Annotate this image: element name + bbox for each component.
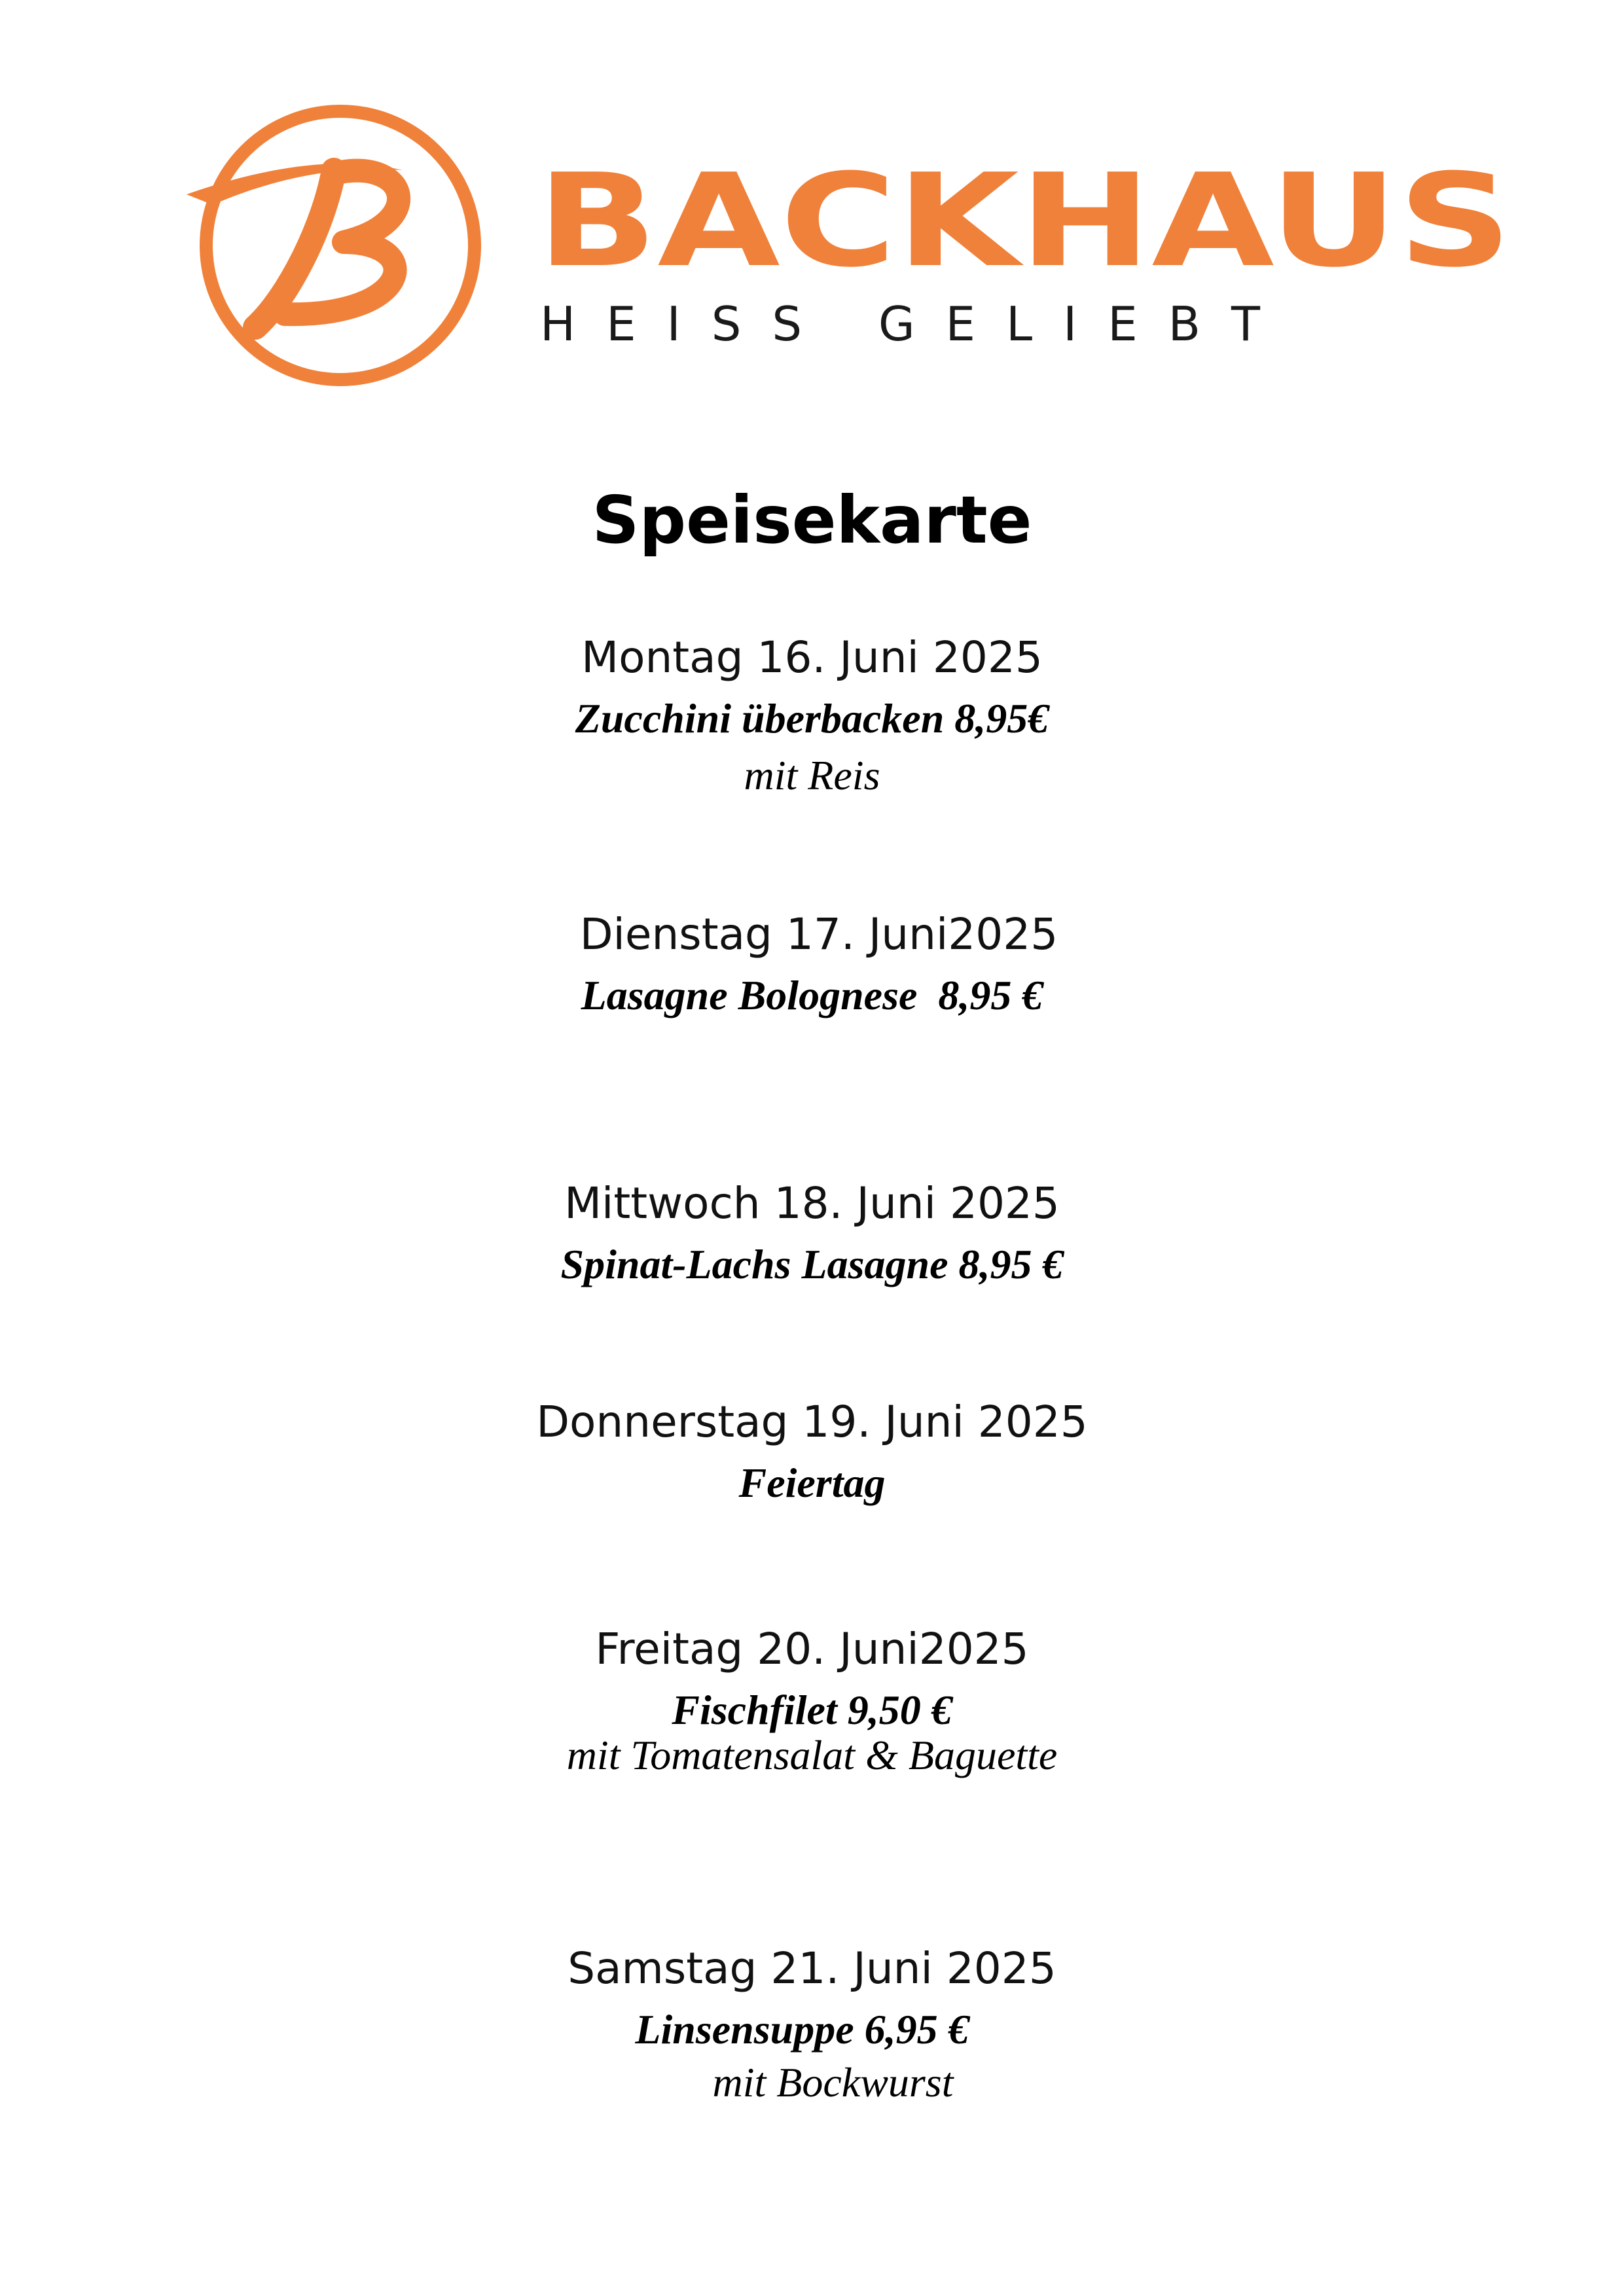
day-date: Donnerstag 19. Juni 2025 [536, 1397, 1088, 1447]
day-dish: Linsensuppe 6,95 € [635, 2006, 969, 2053]
day-entry-saturday [0, 1939, 1624, 2108]
logo-monogram-icon [187, 111, 475, 380]
day-date: Mittwoch 18. Juni 2025 [564, 1178, 1060, 1229]
day-dish: Spinat-Lachs Lasagne 8,95 € [560, 1241, 1064, 1287]
day-dish: Fischfilet 9,50 € [672, 1687, 952, 1733]
day-entry-monday [0, 628, 1624, 801]
backhaus-logo [183, 101, 1519, 389]
page-title: Speisekarte [592, 482, 1032, 558]
day-date: Samstag 21. Juni 2025 [568, 1943, 1056, 1994]
day-date: Freitag 20. Juni2025 [595, 1624, 1029, 1674]
brand-tagline: HEISS GELIEBT [540, 296, 1260, 351]
day-dish: Zucchini überbacken 8,95€ [575, 695, 1049, 742]
day-date: Montag 16. Juni 2025 [581, 632, 1043, 683]
day-entry-tuesday [0, 905, 1624, 1027]
day-side: mit Tomatensalat & Baguette [566, 1732, 1058, 1778]
day-entry-wednesday [0, 1174, 1624, 1296]
day-entry-friday [0, 1620, 1624, 1781]
day-side: mit Reis [744, 752, 880, 798]
day-dish: Feiertag [738, 1460, 886, 1506]
day-side: mit Bockwurst [670, 2059, 954, 2106]
brand-name: BACKHAUS [537, 147, 1512, 296]
day-dish: Lasagne Bolognese 8,95 € [581, 972, 1043, 1018]
day-date: Dienstag 17. Juni2025 [566, 909, 1058, 960]
logo-graphic [183, 101, 1519, 389]
day-entry-thursday [0, 1393, 1624, 1515]
